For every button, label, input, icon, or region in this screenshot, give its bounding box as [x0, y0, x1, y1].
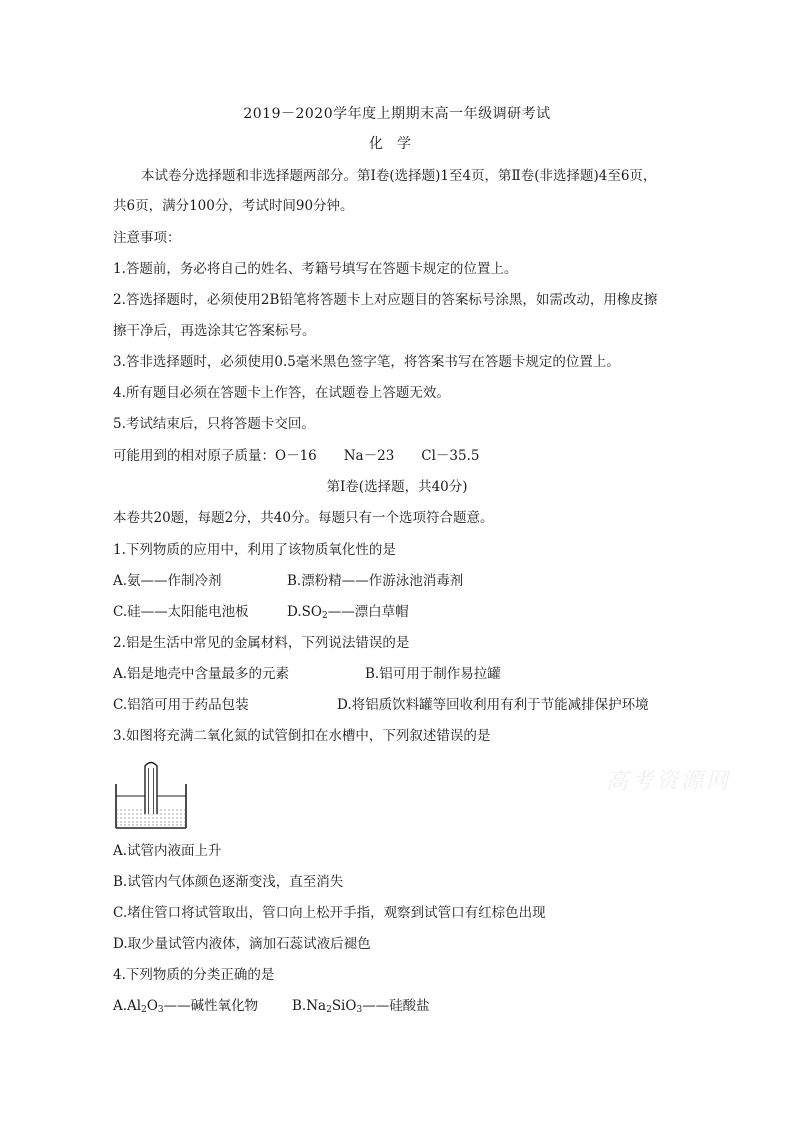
note-4: 4.所有题目必须在答题卡上作答，在试题卷上答题无效。 — [113, 385, 450, 401]
notes-heading: 注意事项： — [113, 230, 181, 246]
q4-stem: 4.下列物质的分类正确的是 — [113, 967, 275, 983]
q4-option-a: $A.Al_2O_3——$碱性氧化物 — [113, 998, 259, 1015]
q3-option-c: C.堵住管口将试管取出，管口向上松开手指，观察到试管口有红棕色出现 — [113, 905, 546, 921]
q1-option-a: A.氨——作制冷剂 — [113, 573, 222, 589]
intro-line-1: 本试卷分选择题和非选择题两部分。第Ⅰ卷(选择题)1至4页，第Ⅱ卷(非选择题)4至6页， — [141, 168, 657, 184]
q3-option-a: A.试管内液面上升 — [113, 843, 222, 859]
q4-option-b: $B.Na_2SiO_3——$硅酸盐 — [292, 998, 430, 1015]
test-tube-in-water-trough-figure — [113, 758, 189, 832]
section-1-description: 本卷共20题，每题2分，共40分。每题只有一个选项符合题意。 — [113, 510, 494, 526]
note-3: 3.答非选择题时，必须使用0.5毫米黑色签字笔，将答案书写在答题卡规定的位置上。 — [113, 354, 620, 370]
subject-title: 化学 — [369, 136, 425, 152]
q2-stem: 2.铝是生活中常见的金属材料，下列说法错误的是 — [113, 635, 410, 651]
note-2-line-2: 擦干净后，再选涂其它答案标号。 — [113, 323, 316, 339]
exam-title: 2019－2020学年度上期期末高一年级调研考试 — [243, 106, 551, 122]
q2-option-b: B.铝可用于制作易拉罐 — [365, 666, 501, 682]
q1-stem: 1.下列物质的应用中，利用了该物质氧化性的是 — [113, 542, 396, 558]
q2-option-c: C.铝箔可用于药品包装 — [113, 697, 249, 713]
q2-option-a: A.铝是地壳中含量最多的元素 — [113, 666, 290, 682]
q1-option-d: $D.SO_2——$漂白草帽 — [287, 604, 409, 621]
watermark: 高考资源网 — [606, 769, 732, 794]
atomic-masses: 可能用到的相对原子质量：O－16 Na－23 Cl－35.5 — [113, 448, 480, 464]
note-2-line-1: 2.答选择题时，必须使用2B铅笔将答题卡上对应题目的答案标号涂黑，如需改动，用橡皮擦 — [113, 292, 658, 308]
q2-option-d: D.将铝质饮料罐等回收利用有利于节能减排保护环境 — [337, 697, 649, 713]
intro-line-2: 共6页，满分100分，考试时间90分钟。 — [113, 198, 354, 214]
note-5: 5.考试结束后，只将答题卡交回。 — [113, 416, 315, 432]
q1-option-c: C.硅——太阳能电池板 — [113, 604, 249, 620]
q1-option-b: B.漂粉精——作游泳池消毒剂 — [287, 573, 464, 589]
q3-option-b: B.试管内气体颜色逐渐变浅，直至消失 — [113, 874, 344, 890]
q3-stem: 3.如图将充满二氧化氮的试管倒扣在水槽中，下列叙述错误的是 — [113, 728, 491, 744]
section-1-heading: 第Ⅰ卷(选择题，共40分) — [326, 479, 468, 495]
note-1: 1.答题前，务必将自己的姓名、考籍号填写在答题卡规定的位置上。 — [113, 261, 518, 277]
inverted-test-tube — [145, 763, 157, 815]
q3-option-d: D.取少量试管内液体，滴加石蕊试液后褪色 — [113, 936, 371, 952]
